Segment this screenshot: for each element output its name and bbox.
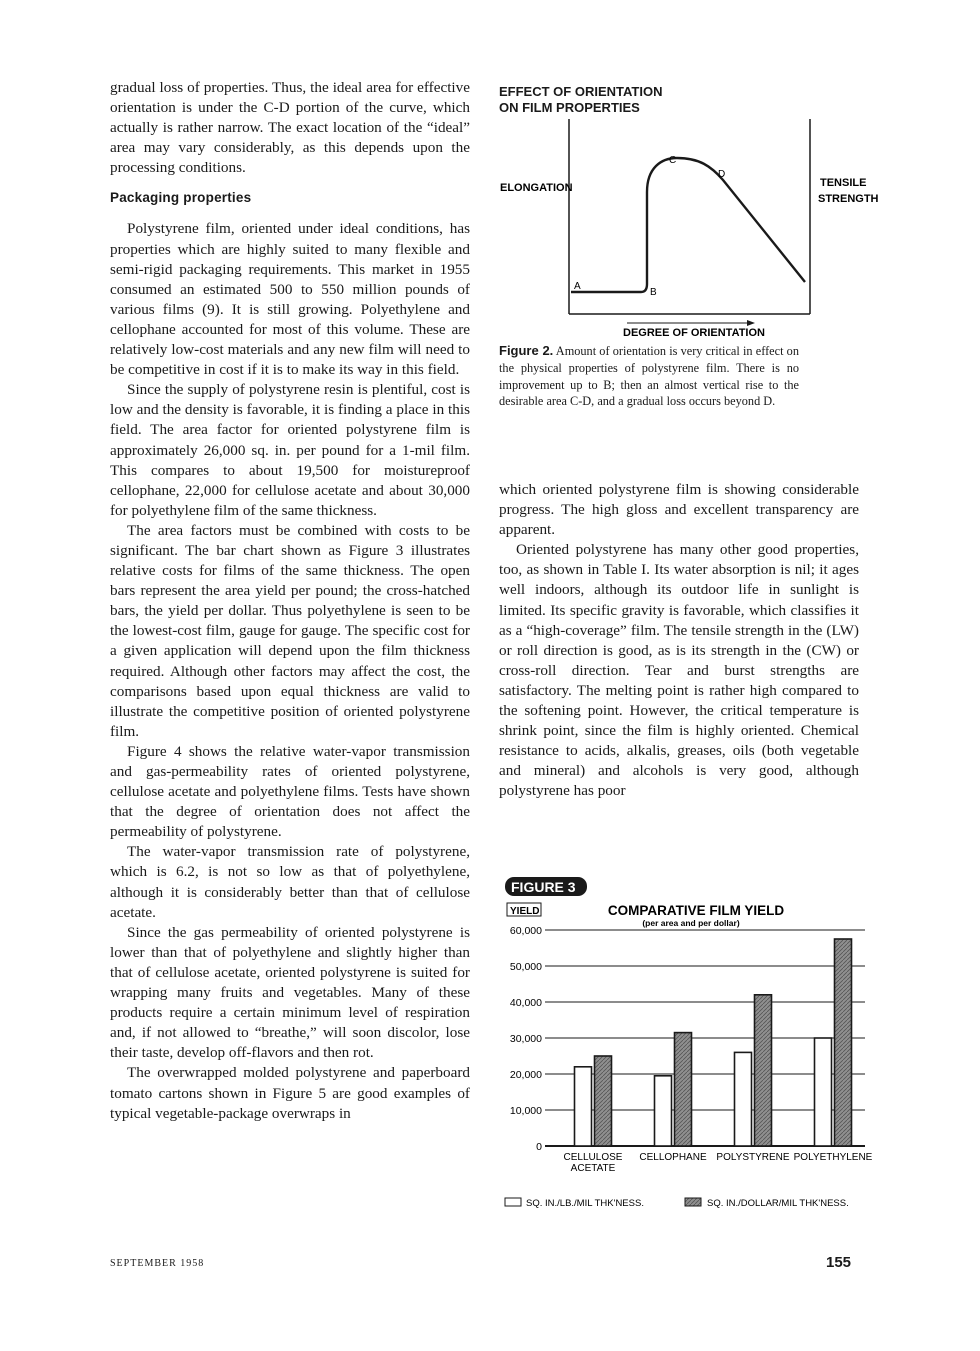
caption-lead: Figure 2. bbox=[499, 343, 554, 358]
bar-hatched bbox=[595, 1056, 612, 1146]
paragraph: The water-vapor transmission rate of polystyrene, which is 6.2, is not so low as that of polyethylene, although it is considerably better than that of cellulose acetate. bbox=[110, 843, 470, 921]
figure-3-tag-text: FIGURE 3 bbox=[511, 879, 576, 895]
property-curve bbox=[571, 158, 805, 292]
bar-open bbox=[815, 1038, 832, 1146]
point-label-c: C bbox=[669, 155, 677, 166]
y-tick-label: 60,000 bbox=[509, 925, 542, 937]
legend-swatch-hatched bbox=[685, 1198, 701, 1206]
y-axis-label: YIELD bbox=[510, 906, 540, 917]
figure-2-title-line: EFFECT OF ORIENTATION bbox=[499, 84, 663, 99]
paragraph: which oriented polystyrene film is showing considerable progress. The high gloss and excellent transparency are apparent. bbox=[499, 481, 859, 539]
tensile-strength-label: TENSILE bbox=[820, 177, 867, 189]
chart-subtitle: (per area and per dollar) bbox=[642, 918, 740, 928]
paragraph: Polystyrene film, oriented under ideal conditions, has properties which are highly suited to many flexible and semi-rigid packaging requirements. This market in 1955 consumed an estimated 500 to 550 million pounds of various films (9). It is still growing. Polyethylene and cellophane accounted for most of this volume. These are relatively low-cost materials and any new film will need to be competitive in cost if it is to make its way in this field. bbox=[110, 220, 470, 379]
x-tick-label: CELLULOSE bbox=[563, 1152, 623, 1163]
x-tick-label: CELLOPHANE bbox=[639, 1152, 707, 1163]
left-column bbox=[110, 78, 470, 1124]
y-tick-label: 0 bbox=[536, 1141, 542, 1153]
paragraph: Since the supply of polystyrene resin is plentiful, cost is low and the density is favorable, it is finding a place in this field. The area factor for oriented polystyrene film is approximately 26,000 sq. in. per pound for a 1-mil film. This compares to about 19,500 for moistureproof cellophane, 22,000 for cellulose acetate and about 30,000 for polyethylene film of the same thickness. bbox=[110, 381, 470, 519]
bar-hatched bbox=[835, 939, 852, 1146]
paragraph: The overwrapped molded polystyrene and paperboard tomato cartons shown in Figure 5 are good examples of typical vegetable-package overwraps in bbox=[110, 1064, 470, 1122]
caption-text: Amount of orientation is very critical in effect on the physical properties of polystyrene film. There is no improvement up to B; then an almost vertical rise to the desirable area C-D, and a gradual loss occurs beyond D. bbox=[499, 344, 799, 409]
x-tick-label: POLYSTYRENE bbox=[716, 1152, 790, 1163]
paragraph: gradual loss of properties. Thus, the ideal area for effective orientation is under the C-D portion of the curve, which actually is rather narrow. The exact location of the “ideal” area may vary considerably, as this depends upon the processing conditions. bbox=[110, 79, 470, 177]
y-tick-label: 20,000 bbox=[509, 1069, 542, 1081]
figure-2-title-line: ON FILM PROPERTIES bbox=[499, 99, 640, 115]
elongation-label: ELONGATION bbox=[500, 182, 573, 194]
bar-hatched bbox=[675, 1033, 692, 1146]
right-column bbox=[499, 480, 859, 802]
paragraph: Since the gas permeability of oriented polystyrene is lower than that of polyethylene and slightly higher than that of cellulose acetate, oriented polystyrene is suited for wrapping many fruits and vegetables. Many of these products require a certain minimum level of respiration and, if not allowed to “breathe,” will soon discolor, lose their taste, develop off-flavors and then rot. bbox=[110, 923, 470, 1062]
figure-2-caption bbox=[499, 343, 799, 410]
arrowhead bbox=[747, 320, 755, 326]
y-tick-label: 30,000 bbox=[509, 1033, 542, 1045]
legend-label-open: SQ. IN./LB./MIL THK'NESS. bbox=[526, 1198, 644, 1209]
figure-3 bbox=[499, 872, 879, 1217]
orientation-curve-diagram bbox=[499, 84, 879, 344]
footer-date: SEPTEMBER 1958 bbox=[110, 1258, 205, 1269]
bar-open bbox=[735, 1052, 752, 1146]
legend-label-hatched: SQ. IN./DOLLAR/MIL THK'NESS. bbox=[707, 1198, 849, 1209]
x-tick-label: ACETATE bbox=[570, 1163, 616, 1174]
page-number: 155 bbox=[826, 1254, 852, 1271]
bar-open bbox=[655, 1076, 672, 1146]
y-tick-label: 40,000 bbox=[509, 997, 542, 1009]
bar-hatched bbox=[755, 995, 772, 1146]
point-label-b: B bbox=[650, 287, 657, 298]
paragraph: Oriented polystyrene has many other good properties, too, as shown in Table I. Its water absorption is nil; it ages well indoors, although its outdoor life in sunlight is limited. Its specific gravity is favorable, which classifies it as a “high-coverage” film. The tensile strength in the (LW) or roll direction is good, as is its strength in the (CW) or cross-roll direction. Tear and burst strengths are satisfactory. The melting point is rather high compared to the softening point. However, the critical temperature is shrink point, since the film is highly oriented. Chemical resistance to acids, alkalis, greases, oils (both vegetable and mineral) and alcohols is very good, although polystyrene has poor bbox=[499, 541, 859, 800]
bar-open bbox=[575, 1067, 592, 1146]
figure-2 bbox=[499, 84, 879, 434]
legend-swatch-open bbox=[505, 1198, 521, 1206]
point-label-d: D bbox=[718, 169, 726, 180]
chart-title: COMPARATIVE FILM YIELD bbox=[607, 903, 785, 918]
section-heading: Packaging properties bbox=[110, 190, 252, 206]
film-yield-chart bbox=[499, 872, 879, 1217]
x-axis-label: DEGREE OF ORIENTATION bbox=[623, 327, 765, 339]
point-label-a: A bbox=[574, 281, 581, 292]
tensile-strength-label: STRENGTH bbox=[818, 193, 879, 205]
x-tick-label: POLYETHYLENE bbox=[793, 1152, 873, 1163]
y-tick-label: 50,000 bbox=[509, 961, 542, 973]
paragraph: Figure 4 shows the relative water-vapor transmission and gas-permeability rates of oriented polystyrene, cellulose acetate and polyethylene films. Tests have shown that the degree of orientation does not affect the permeability of polystyrene. bbox=[110, 742, 470, 841]
y-tick-label: 10,000 bbox=[509, 1105, 542, 1117]
paragraph: The area factors must be combined with costs to be significant. The bar chart shown as Figure 3 illustrates relative costs for films of the same thickness. The open bars represent the area yield per pound; the cross-hatched bars, the yield per dollar. Thus polyethylene is seen to be the lowest-cost film, gauge for gauge. The specific cost for a given application will depend upon the film thickness required. Although other factors may affect the cost, the comparisons based upon equal thickness are valid to illustrate the competitive position of oriented polystyrene film. bbox=[110, 521, 470, 740]
